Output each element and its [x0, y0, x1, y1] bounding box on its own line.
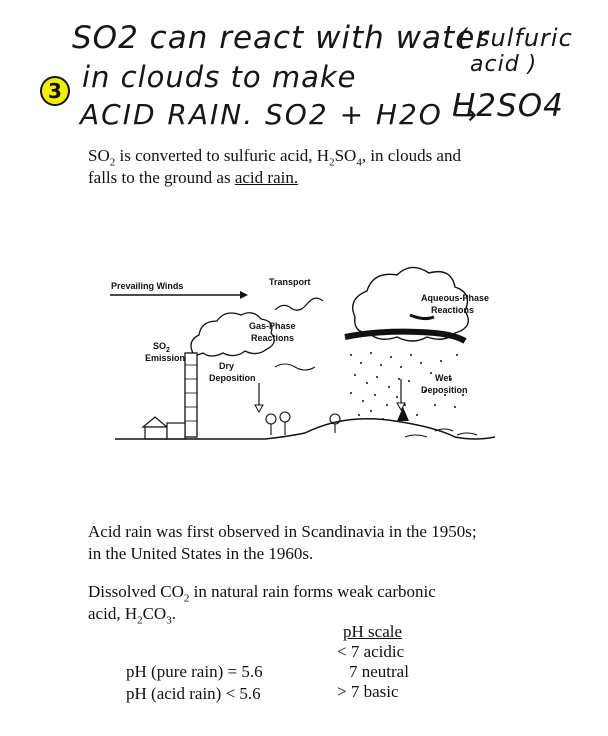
paragraph-2-line-1: Acid rain was first observed in Scandinavia in the 1950s;: [88, 522, 477, 541]
ph-scale-acidic: < 7 acidic: [337, 642, 405, 661]
handwritten-line-1: SO2 can react with water: [72, 20, 490, 56]
text: falls to the ground as: [88, 168, 235, 187]
house-roof: [143, 417, 167, 427]
subscript: 3: [166, 614, 172, 627]
label-reactions-2: Reactions: [251, 333, 295, 343]
paragraph-3-line-2: [88, 603, 176, 631]
subscript: 2: [183, 592, 190, 605]
text: SO: [88, 146, 110, 165]
factory: [167, 423, 185, 439]
tree: [266, 414, 276, 424]
ph-scale-neutral: 7 neutral: [349, 662, 409, 681]
handwritten-line-3: ACID RAIN. SO2 + H2O →: [80, 98, 480, 131]
acid-rain-underlined: acid rain.: [234, 168, 299, 187]
label-aqueous-phase: Aqueous-Phase: [421, 293, 490, 303]
label-transport: Transport: [269, 277, 311, 287]
pine-tree: [397, 407, 409, 421]
handwritten-line-2: in clouds to make: [82, 60, 357, 94]
number-3-badge: 3: [40, 76, 70, 106]
text: in natural rain forms weak carbonic: [189, 582, 436, 601]
label-prevailing-winds: Prevailing Winds: [111, 281, 184, 291]
paragraph-2-line-2: in the United States in the 1960s.: [88, 544, 314, 563]
subscript: 2: [329, 156, 335, 169]
ph-pure-rain: pH (pure rain) = 5.6: [126, 662, 263, 681]
text: is converted to sulfuric acid, H: [115, 146, 330, 165]
subscript: 2: [166, 346, 170, 354]
paragraph-1-line-2: [88, 167, 298, 189]
text: .: [171, 604, 176, 623]
handwritten-sulfuric: ( sulfuric: [458, 24, 573, 52]
label-emission: Emission: [145, 353, 186, 363]
text: CO: [142, 604, 167, 623]
ph-acid-rain: pH (acid rain) < 5.6: [126, 684, 261, 703]
subscript: 4: [356, 156, 362, 169]
subscript: 2: [137, 614, 143, 627]
handwritten-acid: acid ): [470, 52, 538, 77]
label-reactions-1: Reactions: [431, 305, 475, 315]
text: Dissolved CO: [88, 582, 184, 601]
text: , in clouds and: [361, 146, 461, 165]
label-wet-deposition: Deposition: [421, 385, 468, 395]
transport-wisp: [275, 298, 323, 310]
label-dry-deposition: Deposition: [209, 373, 256, 383]
subscript: 2: [109, 156, 116, 169]
text: SO: [334, 146, 357, 165]
label-wet: Wet: [435, 373, 452, 383]
label-dry: Dry: [219, 361, 235, 371]
ph-scale-title: pH scale: [343, 622, 403, 641]
plume-tail: [275, 364, 315, 370]
acid-rain-diagram: [105, 255, 495, 459]
ph-scale-basic: > 7 basic: [337, 682, 399, 701]
wind-arrowhead: [240, 291, 248, 299]
field-marks: [405, 429, 477, 437]
smokestack: [185, 353, 197, 437]
text: acid, H: [88, 604, 138, 623]
text: SO: [153, 341, 167, 351]
label-gas-phase: Gas-Phase: [249, 321, 296, 331]
house: [145, 427, 167, 439]
handwritten-product: H2SO4: [452, 88, 564, 124]
tree: [280, 412, 290, 422]
